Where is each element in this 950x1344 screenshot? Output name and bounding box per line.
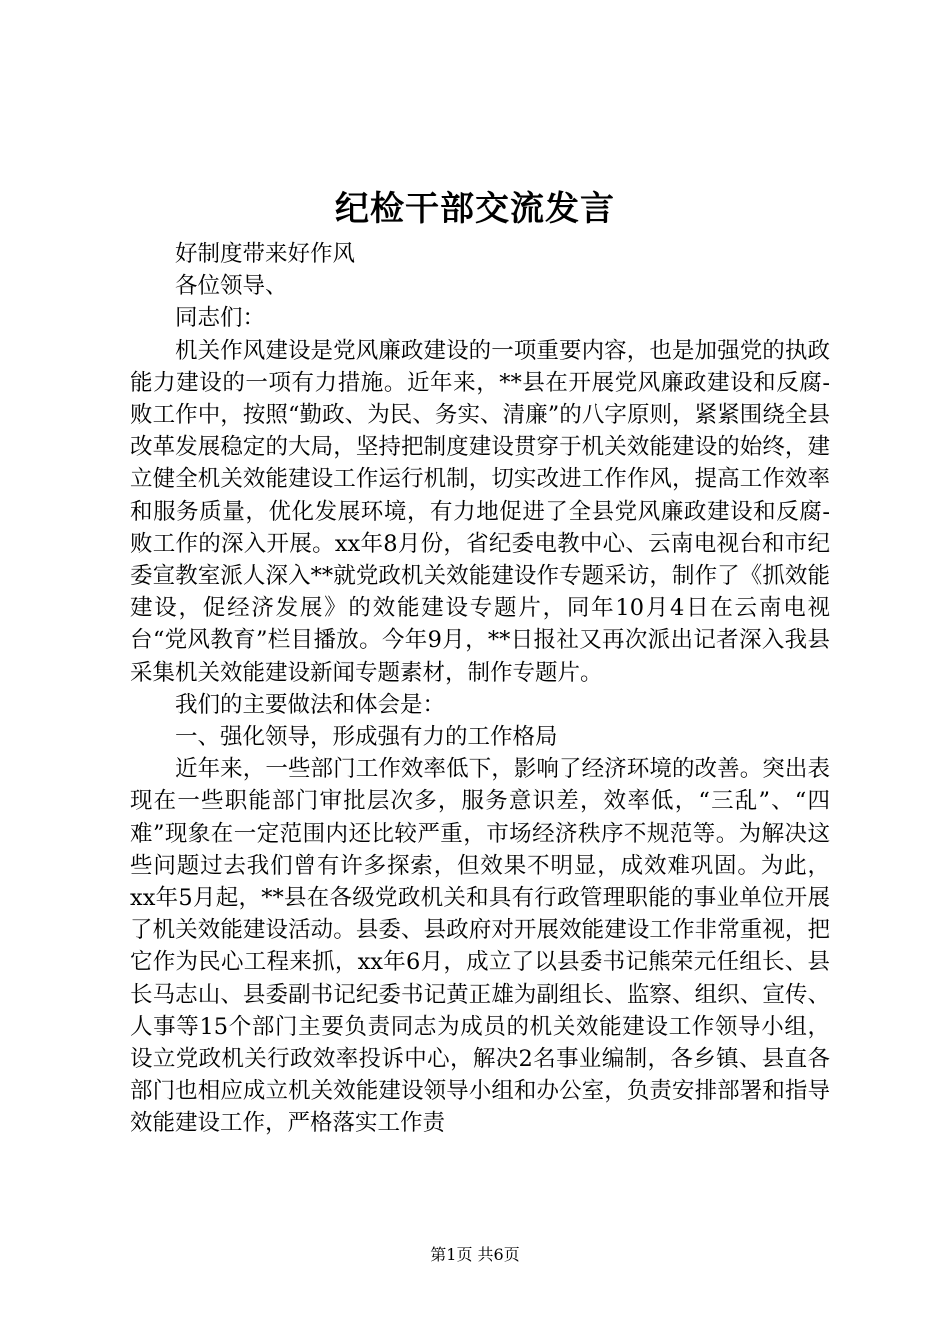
salutation-leaders: 各位领导、 — [175, 273, 288, 300]
section-heading-1: 一、强化领导，形成强有力的工作格局 — [175, 724, 558, 751]
intro-paragraph: 机关作风建设是党风廉政建设的一项重要内容，也是加强党的执政能力建设的一项有力措施。近年来，**县在开展党风廉政建设和反腐-败工作中，按照“勤政、为民、务实、清廉”的八字原则，紧紧围绕全县改革发展稳定的大局，坚持把制度建设贯穿于机关效能建设的始终，建立健全机关效能建设工作运行机制，切实改进工作作风，提高工作效率和服务质量，优化发展环境，有力地促进了全县党风廉政建设和反腐-败工作的深入开展。xx年8月份，省纪委电教中心、云南电视台和市纪委宣教室派人深入**就党政机关效能建设作专题采访，制作了《抓效能建设，促经济发展》的效能建设专题片，同年10月4日在云南电视台“党风教育”栏目播放。今年9月，**日报社又再次派出记者深入我县采集机关效能建设新闻专题素材，制作专题片。 — [130, 337, 830, 686]
document-title: 纪检干部交流发言 — [335, 189, 615, 229]
page-footer: 第1页 共6页 — [430, 1245, 520, 1264]
methods-intro-paragraph: 我们的主要做法和体会是： — [175, 691, 446, 718]
section-1-paragraph: 近年来，一些部门工作效率低下，影响了经济环境的改善。突出表现在一些职能部门审批层次多，服务意识差，效率低，“三乱”、“四难”现象在一定范围内还比较严重，市场经济秩序不规范等。为解决这些问题过去我们曾有许多探索，但效果不明显，成效难巩固。为此，xx年5月起，**县在各级党政机关和具有行政管理职能的事业单位开展了机关效能建设活动。县委、县政府对开展效能建设工作非常重视，把它作为民心工程来抓，xx年6月，成立了以县委书记熊荣元任组长、县长马志山、县委副书记纪委书记黄正雄为副组长、监察、组织、宣传、人事等15个部门主要负责同志为成员的机关效能建设工作领导小组，设立党政机关行政效率投诉中心，解决2名事业编制，各乡镇、县直各部门也相应成立机关效能建设领导小组和办公室，负责安排部署和指导效能建设工作，严格落实工作责 — [130, 756, 830, 1137]
subtitle-paragraph: 好制度带来好作风 — [175, 241, 356, 267]
salutation-comrades: 同志们： — [175, 305, 266, 332]
document-body — [130, 238, 830, 1140]
